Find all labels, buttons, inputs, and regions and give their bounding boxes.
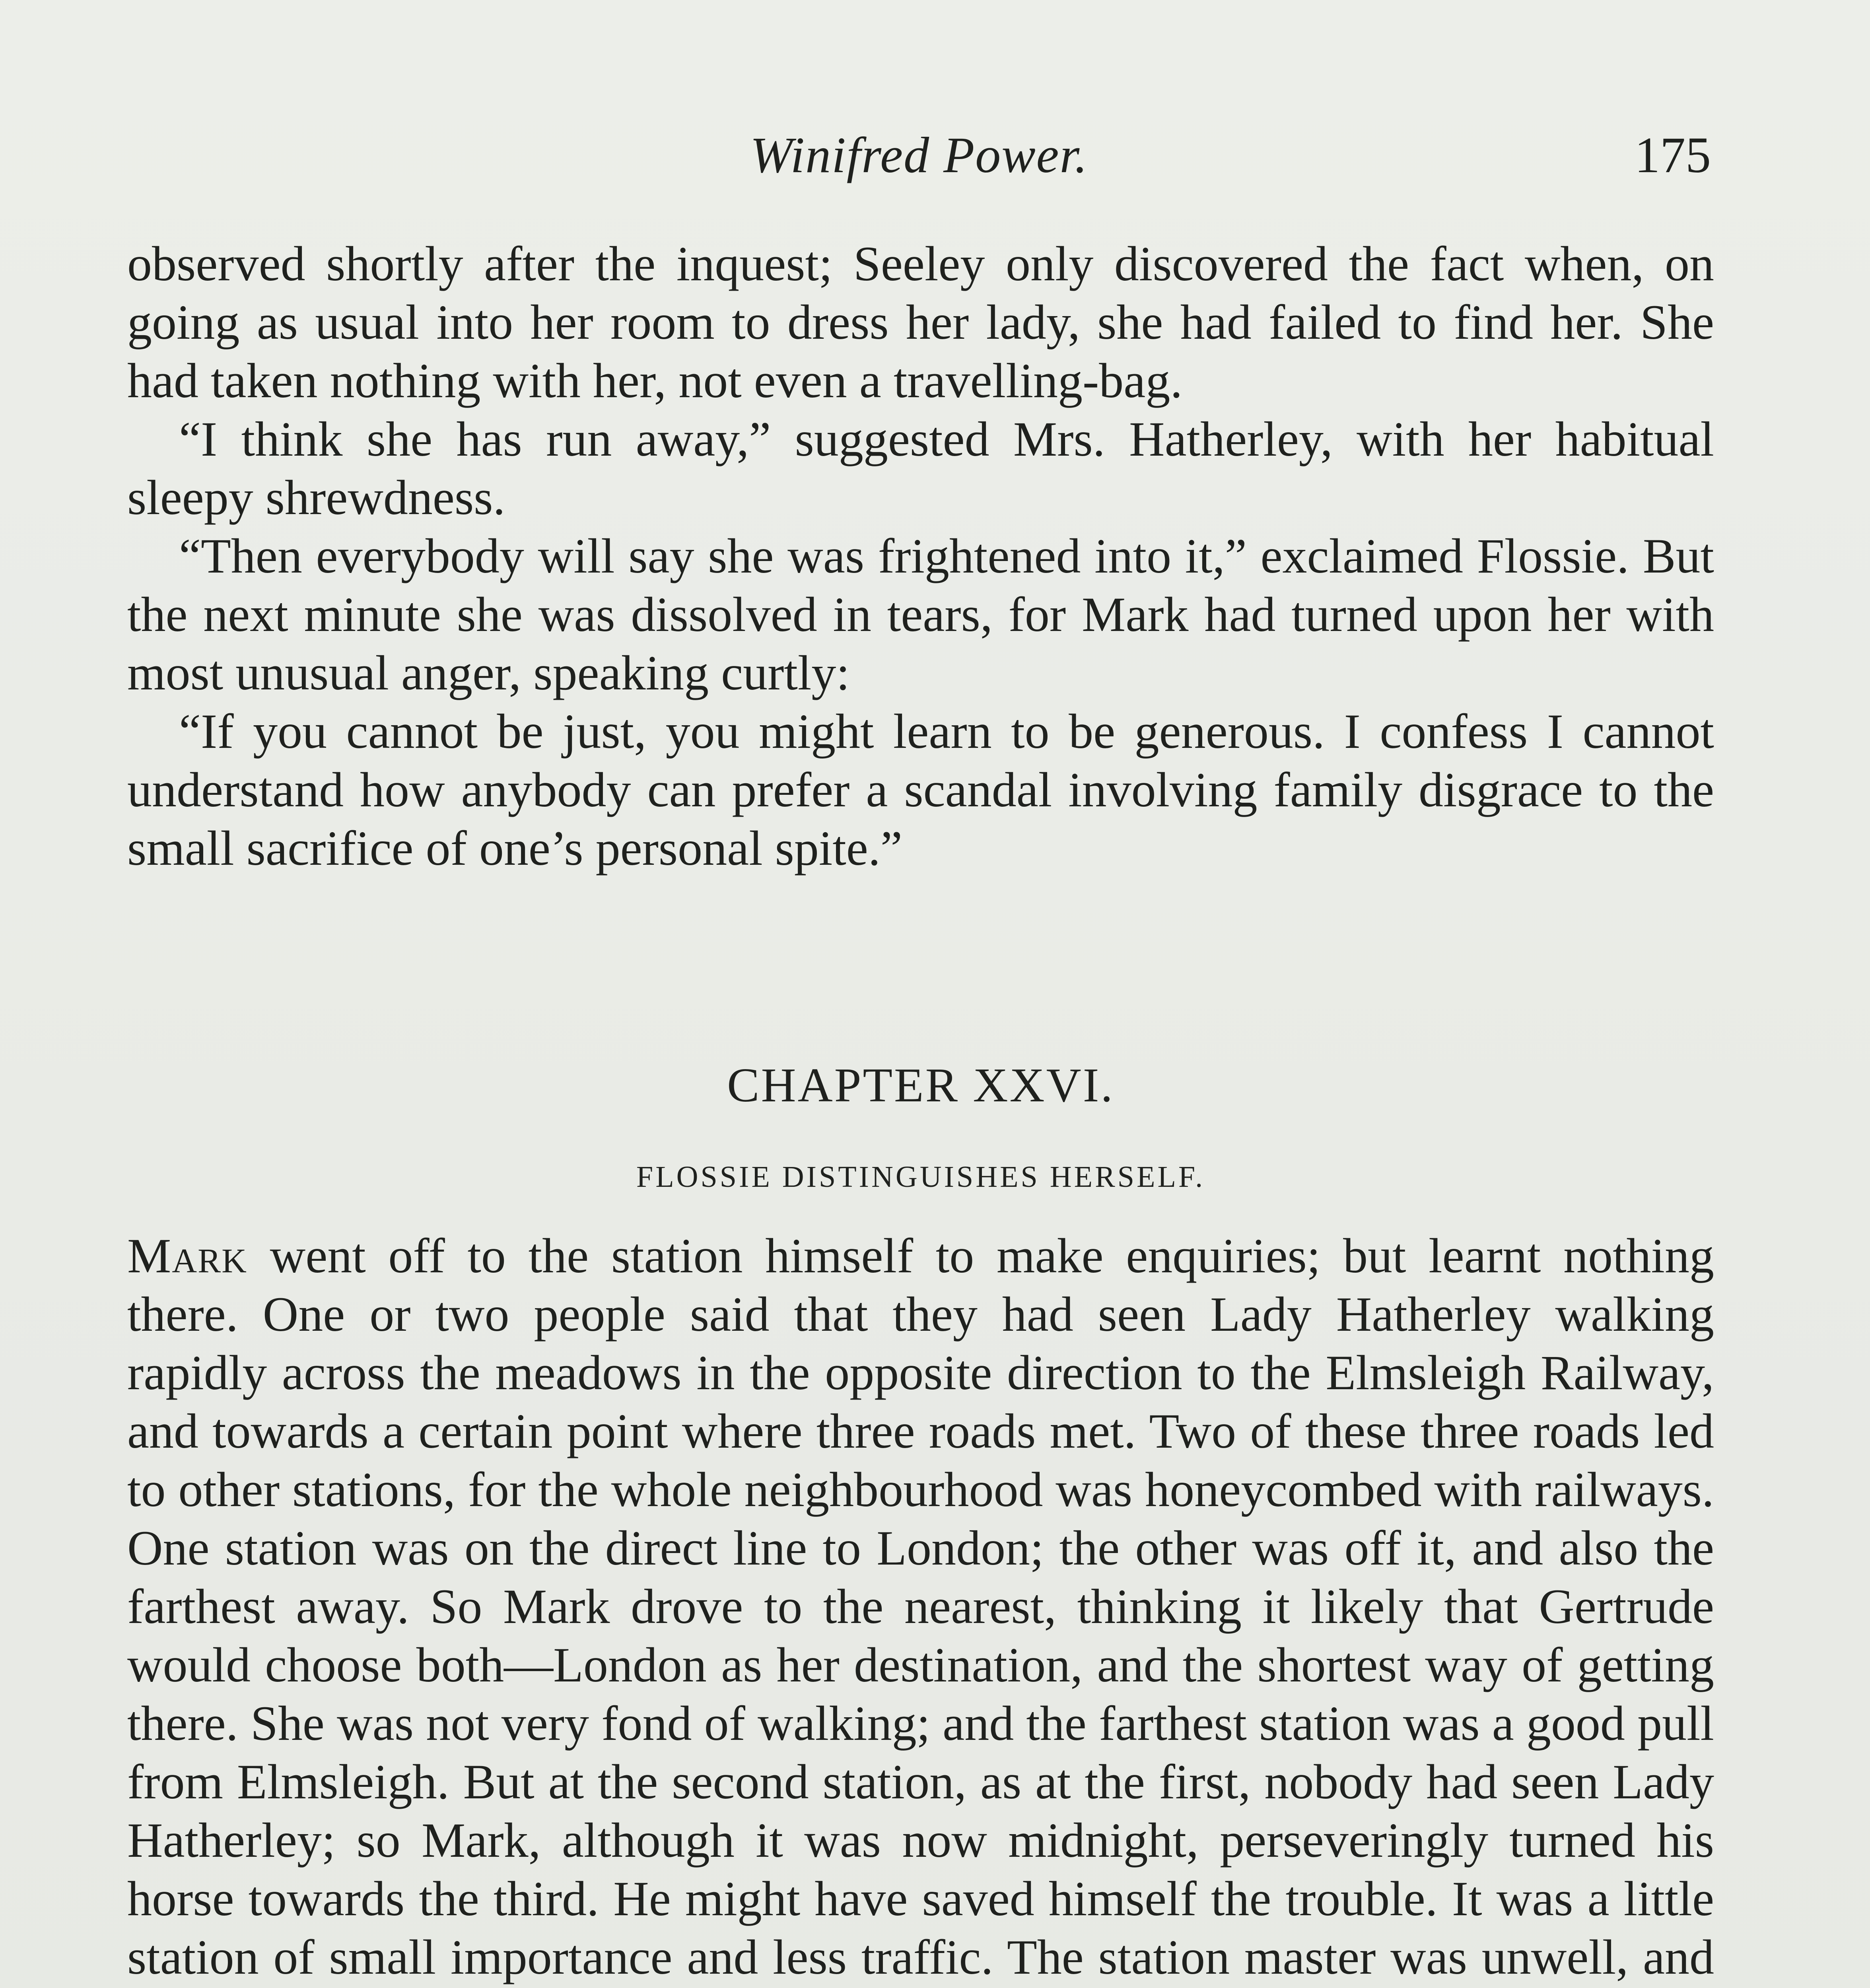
paragraph: “I think she has run away,” suggested Mrs. Hatherley, with her habitual sleepy shrewdness. (127, 412, 1714, 525)
chapter-subtitle: FLOSSIE DISTINGUISHES HERSELF. (636, 1160, 1205, 1194)
paragraph-opening (127, 1227, 1714, 1988)
paragraph: “Then everybody will say she was frightened into it,” exclaimed Flossie. But the next minute she was dissolved in tears, for Mark had turned upon her with most unusual anger, speaking curtly: (127, 529, 1714, 700)
paragraph: observed shortly after the inquest; Seeley only discovered the fact when, on going as usual into her room to dress her lady, she had failed to find her. She had taken nothing with her, not even a travelling-bag. (127, 237, 1714, 408)
text-block-bottom (127, 1227, 1714, 1988)
opening-rest: went off to the station himself to make enquiries; but learnt nothing there. One or two people said that they had seen Lady Hatherley walking rapidly across the meadows in the opposite direction to the Elmsleigh Railway, and towards a certain point where three roads met. Two of these three roads led to other stations, for the whole neighbourhood was honeycombed with railways. One station was on the direct line to London; the other was off it, and also the farthest away. So Mark drove to the nearest, thinking it likely that Gertrude would choose both—London as her destination, and the shortest way of getting there. She was not very fond of walking; and the farthest station was a good pull from Elmsleigh. But at the second station, as at the first, nobody had seen Lady Hatherley; so Mark, although it was now midnight, perseveringly turned his horse towards the third. He might have saved himself the trouble. It was a little station of small importance and less traffic. The station master was unwell, and (127, 1229, 1714, 1984)
paragraph: “If you cannot be just, you might learn to be generous. I confess I cannot understand how anybody can prefer a scandal involving family disgrace to the small sacrifice of one’s personal spite.” (127, 704, 1714, 876)
running-head (127, 119, 1711, 191)
running-title: Winifred Power. (750, 127, 1089, 183)
text-block-top (127, 235, 1714, 878)
chapter-heading: CHAPTER XXVI. (727, 1058, 1114, 1112)
page-number: 175 (1635, 127, 1711, 183)
opening-word: Mark (127, 1229, 247, 1283)
